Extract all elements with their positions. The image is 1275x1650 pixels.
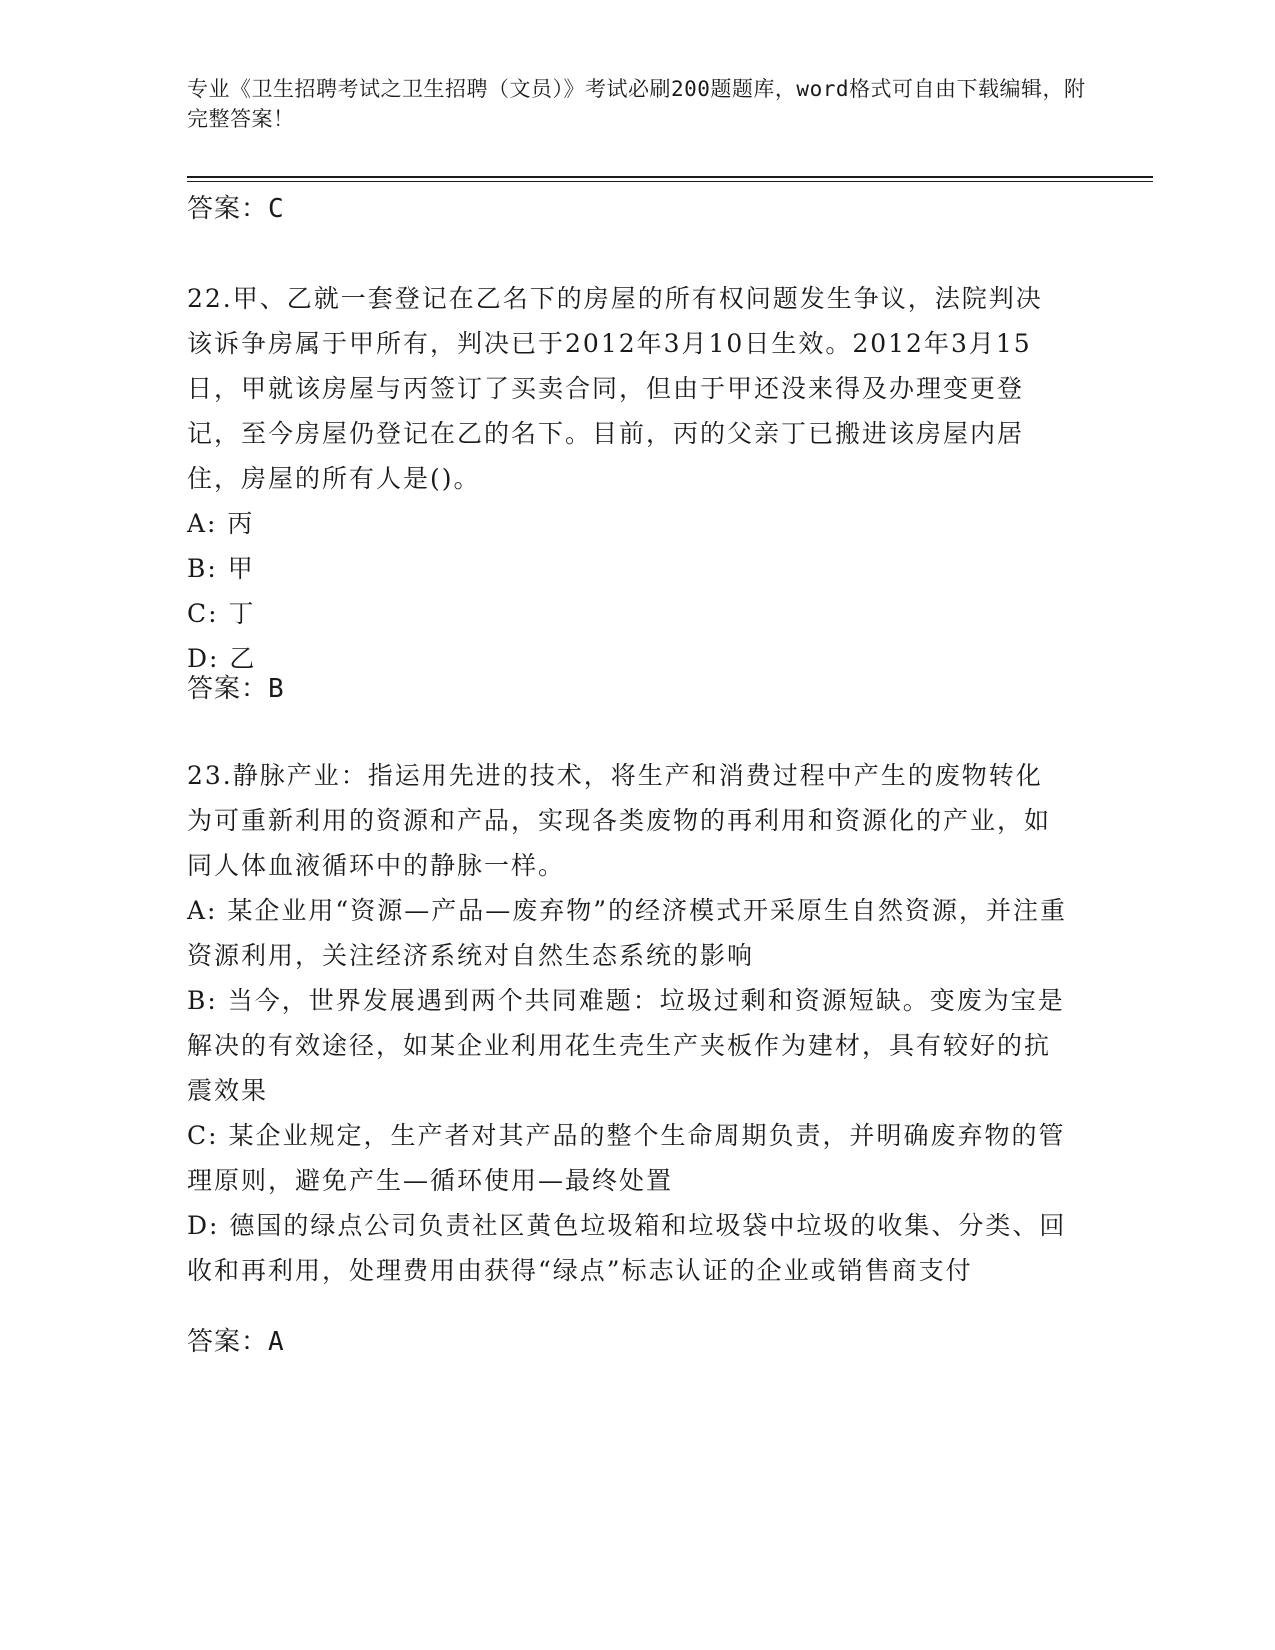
answer-label: 答案： [187,674,269,704]
question-stem: 23.静脉产业：指运用先进的技术，将生产和消费过程中产生的废物转化为可重新利用的资源和产品，实现各类废物的再利用和资源化的产业，如同人体血液循环中的静脉一样。 [187,761,1052,880]
option-d: D: 乙 [187,644,257,673]
answer-21 [187,187,285,232]
header-divider-thick [187,176,1153,178]
option-b: B: 甲 [187,554,255,583]
answer-label: 答案： [187,194,269,224]
header-divider-thin [187,181,1153,182]
option-c: C: 某企业规定，生产者对其产品的整个生命周期负责，并明确废弃物的管理原则，避免产生—循环使用—最终处置 [187,1121,1066,1195]
option-d: D: 德国的绿点公司负责社区黄色垃圾箱和垃圾袋中垃圾的收集、分类、回收和再利用，处理费用由获得“绿点”标志认证的企业或销售商支付 [187,1211,1067,1285]
question-23 [187,753,1067,1293]
option-a: A: 丙 [187,509,255,538]
answer-label: 答案： [187,1327,269,1357]
option-a: A: 某企业用“资源—产品—废弃物”的经济模式开采原生自然资源，并注重资源利用，关注经济系统对自然生态系统的影响 [187,896,1067,970]
answer-value: C [268,194,285,224]
page-header: 专业《卫生招聘考试之卫生招聘（文员）》考试必刷200题题库，word格式可自由下载编辑，附完整答案！ [187,77,1086,131]
answer-23 [187,1320,285,1365]
option-b: B: 当今，世界发展遇到两个共同难题：垃圾过剩和资源短缺。变废为宝是解决的有效途径，如某企业利用花生壳生产夹板作为建材，具有较好的抗震效果 [187,986,1065,1105]
question-22 [187,276,1067,681]
answer-value: B [268,674,285,704]
answer-value: A [268,1327,285,1357]
question-stem: 22.甲、乙就一套登记在乙名下的房屋的所有权问题发生争议，法院判决该诉争房属于甲所有，判决已于2012年3月10日生效。2012年3月15日，甲就该房屋与丙签订了买卖合同，但由于甲还没来得及办理变更登记，至今房屋仍登记在乙的名下。目前，丙的父亲丁已搬进该房屋内居住，房屋的所有人是()。 [187,284,1043,493]
option-c: C: 丁 [187,599,256,628]
answer-22 [187,667,285,712]
